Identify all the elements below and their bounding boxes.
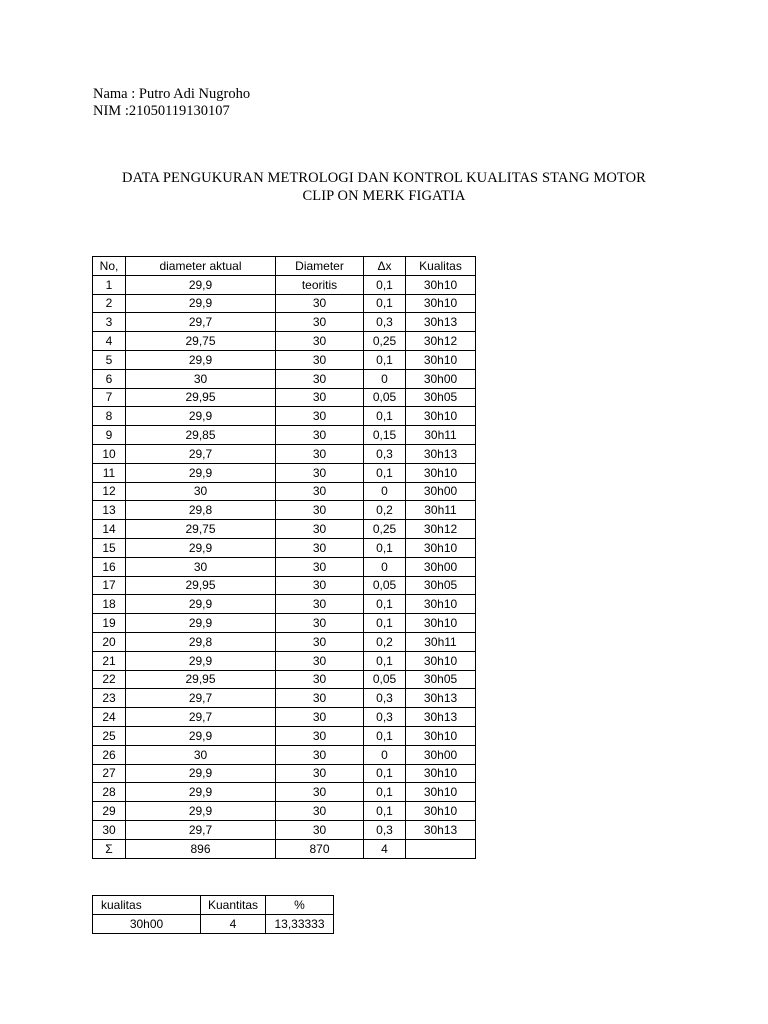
- cell-diameter: 30: [276, 614, 364, 633]
- cell-kualitas: 30h05: [406, 388, 476, 407]
- cell-diameter: 30: [276, 651, 364, 670]
- cell-kualitas: 30h10: [406, 764, 476, 783]
- cell-diameter: 30: [276, 726, 364, 745]
- cell-delta-x: 0,1: [364, 651, 406, 670]
- cell-no: 15: [93, 538, 126, 557]
- cell-diameter-aktual: 29,9: [126, 764, 276, 783]
- cell-diameter-aktual: 29,8: [126, 501, 276, 520]
- summary-table-row: [93, 914, 334, 933]
- table-total-row: [93, 839, 476, 858]
- cell-diameter-aktual: 29,75: [126, 520, 276, 539]
- cell-no: 21: [93, 651, 126, 670]
- measurement-table-header-row: [93, 257, 476, 276]
- total-cell-delta-x: 4: [364, 839, 406, 858]
- cell-diameter-aktual: 29,7: [126, 820, 276, 839]
- cell-delta-x: 0,1: [364, 764, 406, 783]
- cell-diameter: 30: [276, 313, 364, 332]
- cell-kualitas: 30h10: [406, 726, 476, 745]
- table-row: [93, 275, 476, 294]
- table-row: [93, 614, 476, 633]
- cell-diameter: 30: [276, 764, 364, 783]
- cell-diameter: 30: [276, 670, 364, 689]
- cell-delta-x: 0: [364, 482, 406, 501]
- cell-delta-x: 0,1: [364, 350, 406, 369]
- cell-kualitas: 30h05: [406, 576, 476, 595]
- table-row: [93, 557, 476, 576]
- table-row: [93, 708, 476, 727]
- cell-no: 29: [93, 802, 126, 821]
- cell-no: 30: [93, 820, 126, 839]
- cell-diameter-aktual: 30: [126, 745, 276, 764]
- cell-diameter: 30: [276, 576, 364, 595]
- cell-diameter-aktual: 29,75: [126, 332, 276, 351]
- cell-kualitas: 30h12: [406, 520, 476, 539]
- cell-kualitas: 30h13: [406, 708, 476, 727]
- cell-kualitas: 30h13: [406, 444, 476, 463]
- header-no: No,: [93, 257, 126, 276]
- header-diameter: Diameter: [276, 257, 364, 276]
- cell-diameter: 30: [276, 482, 364, 501]
- cell-diameter: 30: [276, 369, 364, 388]
- cell-diameter: 30: [276, 708, 364, 727]
- table-row: [93, 689, 476, 708]
- cell-delta-x: 0,25: [364, 332, 406, 351]
- table-row: [93, 538, 476, 557]
- table-row: [93, 444, 476, 463]
- summary-table-header-row: [93, 896, 334, 915]
- cell-kualitas: 30h10: [406, 651, 476, 670]
- cell-diameter: 30: [276, 595, 364, 614]
- summary-table: [92, 895, 334, 934]
- cell-diameter: teoritis: [276, 275, 364, 294]
- cell-no: 14: [93, 520, 126, 539]
- cell-diameter: 30: [276, 463, 364, 482]
- summary-cell-kualitas: 30h00: [93, 914, 201, 933]
- table-row: [93, 576, 476, 595]
- cell-diameter-aktual: 29,95: [126, 388, 276, 407]
- cell-kualitas: 30h00: [406, 745, 476, 764]
- cell-kualitas: 30h10: [406, 407, 476, 426]
- summary-cell-percent: 13,33333: [266, 914, 334, 933]
- cell-no: 1: [93, 275, 126, 294]
- cell-diameter: 30: [276, 332, 364, 351]
- table-row: [93, 670, 476, 689]
- cell-diameter-aktual: 30: [126, 482, 276, 501]
- cell-delta-x: 0,2: [364, 501, 406, 520]
- table-row: [93, 482, 476, 501]
- cell-delta-x: 0,15: [364, 426, 406, 445]
- table-row: [93, 764, 476, 783]
- document-title: [60, 169, 708, 205]
- cell-diameter-aktual: 29,95: [126, 670, 276, 689]
- cell-kualitas: 30h11: [406, 426, 476, 445]
- table-row: [93, 595, 476, 614]
- cell-diameter-aktual: 29,7: [126, 313, 276, 332]
- cell-delta-x: 0,1: [364, 614, 406, 633]
- cell-diameter-aktual: 29,7: [126, 444, 276, 463]
- cell-delta-x: 0,3: [364, 820, 406, 839]
- table-row: [93, 802, 476, 821]
- cell-delta-x: 0,05: [364, 576, 406, 595]
- header-kualitas: Kualitas: [406, 257, 476, 276]
- cell-diameter-aktual: 29,9: [126, 538, 276, 557]
- cell-kualitas: 30h11: [406, 632, 476, 651]
- cell-diameter: 30: [276, 520, 364, 539]
- cell-diameter: 30: [276, 388, 364, 407]
- cell-no: 10: [93, 444, 126, 463]
- cell-no: 17: [93, 576, 126, 595]
- cell-delta-x: 0,1: [364, 538, 406, 557]
- total-cell-kualitas: [406, 839, 476, 858]
- cell-diameter-aktual: 29,9: [126, 463, 276, 482]
- measurement-table-body: [93, 275, 476, 858]
- total-cell-diameter-aktual: 896: [126, 839, 276, 858]
- cell-delta-x: 0: [364, 557, 406, 576]
- cell-kualitas: 30h10: [406, 463, 476, 482]
- cell-no: 28: [93, 783, 126, 802]
- cell-diameter: 30: [276, 689, 364, 708]
- cell-delta-x: 0,1: [364, 275, 406, 294]
- cell-kualitas: 30h10: [406, 275, 476, 294]
- cell-delta-x: 0,3: [364, 689, 406, 708]
- cell-delta-x: 0,05: [364, 388, 406, 407]
- cell-no: 5: [93, 350, 126, 369]
- cell-diameter: 30: [276, 294, 364, 313]
- cell-no: 19: [93, 614, 126, 633]
- cell-kualitas: 30h12: [406, 332, 476, 351]
- cell-no: 22: [93, 670, 126, 689]
- cell-diameter-aktual: 29,9: [126, 294, 276, 313]
- total-cell-diameter: 870: [276, 839, 364, 858]
- cell-no: 25: [93, 726, 126, 745]
- cell-delta-x: 0: [364, 745, 406, 764]
- cell-no: 24: [93, 708, 126, 727]
- cell-kualitas: 30h00: [406, 369, 476, 388]
- cell-delta-x: 0,3: [364, 444, 406, 463]
- cell-kualitas: 30h10: [406, 294, 476, 313]
- summary-header-percent: %: [266, 896, 334, 915]
- cell-delta-x: 0,1: [364, 726, 406, 745]
- cell-no: 4: [93, 332, 126, 351]
- cell-delta-x: 0,1: [364, 595, 406, 614]
- cell-diameter-aktual: 30: [126, 557, 276, 576]
- cell-diameter: 30: [276, 557, 364, 576]
- cell-diameter: 30: [276, 745, 364, 764]
- cell-diameter-aktual: 29,9: [126, 802, 276, 821]
- cell-kualitas: 30h13: [406, 313, 476, 332]
- cell-no: 8: [93, 407, 126, 426]
- cell-no: 12: [93, 482, 126, 501]
- cell-diameter: 30: [276, 426, 364, 445]
- cell-diameter-aktual: 29,9: [126, 350, 276, 369]
- document-title-line-1: DATA PENGUKURAN METROLOGI DAN KONTROL KUALITAS STANG MOTOR: [122, 170, 646, 186]
- cell-diameter: 30: [276, 783, 364, 802]
- cell-delta-x: 0,3: [364, 708, 406, 727]
- table-row: [93, 632, 476, 651]
- table-row: [93, 745, 476, 764]
- document-title-line-2: CLIP ON MERK FIGATIA: [302, 188, 466, 204]
- cell-kualitas: 30h00: [406, 557, 476, 576]
- cell-no: 7: [93, 388, 126, 407]
- cell-diameter-aktual: 29,9: [126, 614, 276, 633]
- cell-diameter-aktual: 29,9: [126, 595, 276, 614]
- cell-no: 3: [93, 313, 126, 332]
- cell-no: 26: [93, 745, 126, 764]
- cell-diameter-aktual: 29,9: [126, 783, 276, 802]
- cell-kualitas: 30h10: [406, 538, 476, 557]
- cell-no: 23: [93, 689, 126, 708]
- summary-cell-kuantitas: 4: [201, 914, 266, 933]
- header-diameter-aktual: diameter aktual: [126, 257, 276, 276]
- cell-delta-x: 0,1: [364, 783, 406, 802]
- cell-diameter-aktual: 30: [126, 369, 276, 388]
- cell-no: 6: [93, 369, 126, 388]
- table-row: [93, 651, 476, 670]
- cell-no: 27: [93, 764, 126, 783]
- cell-kualitas: 30h05: [406, 670, 476, 689]
- table-row: [93, 388, 476, 407]
- cell-no: 20: [93, 632, 126, 651]
- cell-delta-x: 0,1: [364, 802, 406, 821]
- cell-diameter-aktual: 29,95: [126, 576, 276, 595]
- cell-delta-x: 0,3: [364, 313, 406, 332]
- cell-diameter-aktual: 29,9: [126, 275, 276, 294]
- total-cell-no: Σ: [93, 839, 126, 858]
- cell-delta-x: 0,1: [364, 407, 406, 426]
- cell-kualitas: 30h10: [406, 595, 476, 614]
- cell-kualitas: 30h10: [406, 614, 476, 633]
- cell-diameter-aktual: 29,7: [126, 689, 276, 708]
- cell-no: 2: [93, 294, 126, 313]
- table-row: [93, 407, 476, 426]
- table-row: [93, 726, 476, 745]
- table-row: [93, 463, 476, 482]
- cell-diameter: 30: [276, 501, 364, 520]
- cell-diameter-aktual: 29,8: [126, 632, 276, 651]
- table-row: [93, 369, 476, 388]
- cell-kualitas: 30h00: [406, 482, 476, 501]
- cell-diameter: 30: [276, 407, 364, 426]
- cell-diameter: 30: [276, 444, 364, 463]
- cell-no: 18: [93, 595, 126, 614]
- measurement-table: [92, 256, 476, 859]
- cell-diameter: 30: [276, 820, 364, 839]
- cell-no: 13: [93, 501, 126, 520]
- table-row: [93, 350, 476, 369]
- cell-diameter-aktual: 29,7: [126, 708, 276, 727]
- cell-delta-x: 0: [364, 369, 406, 388]
- header-delta-x: Δx: [364, 257, 406, 276]
- summary-header-kualitas: kualitas: [93, 896, 201, 915]
- cell-delta-x: 0,1: [364, 463, 406, 482]
- cell-kualitas: 30h10: [406, 783, 476, 802]
- table-row: [93, 426, 476, 445]
- student-name: Nama : Putro Adi Nugroho: [93, 86, 251, 102]
- cell-kualitas: 30h10: [406, 802, 476, 821]
- cell-diameter-aktual: 29,9: [126, 651, 276, 670]
- table-row: [93, 313, 476, 332]
- cell-diameter: 30: [276, 350, 364, 369]
- cell-diameter: 30: [276, 538, 364, 557]
- cell-delta-x: 0,05: [364, 670, 406, 689]
- cell-kualitas: 30h13: [406, 689, 476, 708]
- table-row: [93, 783, 476, 802]
- cell-diameter-aktual: 29,85: [126, 426, 276, 445]
- table-row: [93, 294, 476, 313]
- cell-diameter: 30: [276, 802, 364, 821]
- table-row: [93, 520, 476, 539]
- table-row: [93, 820, 476, 839]
- table-row: [93, 332, 476, 351]
- table-row: [93, 501, 476, 520]
- cell-no: 16: [93, 557, 126, 576]
- cell-diameter: 30: [276, 632, 364, 651]
- cell-diameter-aktual: 29,9: [126, 407, 276, 426]
- cell-kualitas: 30h13: [406, 820, 476, 839]
- summary-header-kuantitas: Kuantitas: [201, 896, 266, 915]
- cell-delta-x: 0,1: [364, 294, 406, 313]
- cell-delta-x: 0,25: [364, 520, 406, 539]
- cell-kualitas: 30h10: [406, 350, 476, 369]
- cell-diameter-aktual: 29,9: [126, 726, 276, 745]
- cell-kualitas: 30h11: [406, 501, 476, 520]
- cell-no: 9: [93, 426, 126, 445]
- cell-delta-x: 0,2: [364, 632, 406, 651]
- student-nim: NIM :21050119130107: [93, 103, 230, 119]
- cell-no: 11: [93, 463, 126, 482]
